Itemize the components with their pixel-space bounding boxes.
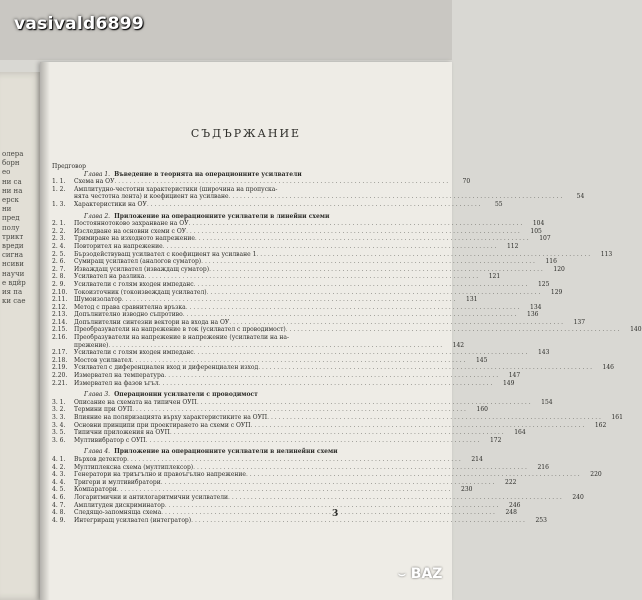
toc-chapter bbox=[52, 391, 332, 399]
toc-entry-text: Върхов детектор bbox=[74, 455, 127, 463]
toc-page-number: 161 bbox=[611, 414, 623, 421]
toc-entry-number: 2. 9. bbox=[52, 280, 66, 288]
toc-entry-number: 2. 1. bbox=[52, 220, 66, 228]
toc-entry-number: 4. 2. bbox=[52, 463, 66, 471]
left-page-fragment: полу bbox=[2, 223, 20, 232]
toc-entry bbox=[52, 273, 501, 281]
toc-leader-dots bbox=[258, 364, 592, 372]
toc-chapter-label: Глава 2. bbox=[84, 212, 111, 220]
toc-page-number: 120 bbox=[553, 265, 565, 273]
toc-chapter-label: Глава 3. bbox=[84, 391, 111, 399]
toc-entry-text: Измервател на температура bbox=[74, 372, 165, 380]
toc-entry-text: Усилвател на разлика bbox=[74, 273, 145, 281]
toc-entry bbox=[52, 478, 517, 487]
logo-text: BAZ bbox=[410, 566, 443, 582]
left-page-fragment: олера bbox=[2, 150, 24, 158]
logo-icon: ⌣ bbox=[398, 567, 406, 581]
toc-entry-text: Шумоизолатор bbox=[74, 296, 122, 304]
toc-entry-text: прежение) bbox=[74, 341, 109, 349]
toc-page-number: 104 bbox=[532, 220, 545, 228]
toc-page-number: 143 bbox=[537, 349, 550, 357]
toc-entry-text: Усилватели с голям входен импеданс bbox=[74, 349, 194, 357]
left-page-fragment: борн bbox=[2, 159, 20, 168]
toc-leader-dots bbox=[189, 220, 523, 228]
left-page-fragment: ни са bbox=[2, 177, 22, 186]
toc-entry-number: 2. 6. bbox=[52, 258, 66, 266]
toc-entry-number: 2.10. bbox=[52, 288, 68, 296]
toc-entry bbox=[52, 258, 557, 266]
toc-page-number: 162 bbox=[594, 421, 607, 429]
toc-entry-text: Метод с права сравнителна връзка bbox=[74, 303, 186, 311]
left-page-fragment: ерск bbox=[2, 196, 19, 204]
toc-leader-dots bbox=[209, 266, 543, 274]
toc-leader-dots bbox=[127, 456, 461, 464]
toc-leader-dots bbox=[267, 414, 601, 422]
toc-entry bbox=[52, 341, 465, 350]
toc-entry-text: Описание на схемата на типичен ОУП bbox=[74, 398, 197, 406]
toc-leader-dots bbox=[170, 429, 504, 437]
toc-entry-text: Амплитуден дискриминатор bbox=[74, 501, 165, 509]
toc-entry-number: 2.21. bbox=[52, 379, 68, 387]
toc-entry bbox=[52, 372, 521, 380]
toc-entry bbox=[52, 501, 521, 510]
toc-entry-text: Операционни усилватели с проводимост bbox=[114, 391, 258, 399]
toc-entry-text: Генератори на триъгълно и правоъгълно напрежение bbox=[74, 471, 246, 479]
toc-entry-text: Интегриращ усилвател (интегратор) bbox=[74, 516, 192, 524]
toc-entry bbox=[52, 227, 542, 236]
toc-page-number: 113 bbox=[600, 250, 613, 258]
toc-entry bbox=[52, 463, 549, 472]
toc-entry-text: Компаратори bbox=[74, 486, 117, 494]
toc-entry-text: Въведение в теорията на операционните усилватели bbox=[114, 170, 302, 178]
toc-entry-number: 2.13. bbox=[52, 311, 68, 319]
toc-entry bbox=[52, 516, 547, 525]
toc-leader-dots bbox=[147, 201, 481, 209]
toc-page-number: 142 bbox=[452, 341, 465, 349]
toc-entry-text: Следящо-запомняща схема bbox=[74, 509, 162, 517]
toc-page-number: 154 bbox=[541, 398, 553, 406]
toc-entry-number: 4. 5. bbox=[52, 486, 66, 494]
toc-entry-text: Мостов усилвател bbox=[74, 356, 132, 364]
toc-entry-text: Тримиране на изходното напрежение bbox=[74, 235, 195, 243]
toc-leader-dots bbox=[163, 243, 497, 251]
toc-entry-number: 3. 2. bbox=[52, 406, 66, 414]
toc-entry-number: 2.18. bbox=[52, 356, 68, 364]
toc-leader-dots bbox=[161, 479, 495, 487]
toc-leader-dots bbox=[229, 319, 563, 327]
toc-page-number: 129 bbox=[550, 288, 563, 296]
toc-entry-text: Допълнителни синтезни вектори на входа на ОУ bbox=[74, 318, 230, 326]
watermark: vasivald6899 bbox=[14, 14, 144, 34]
toc-entry bbox=[52, 349, 550, 357]
toc-page-number: 246 bbox=[509, 501, 521, 509]
toc-leader-dots bbox=[183, 311, 517, 319]
toc-entry-text: нята честотна лента) и коефициент на усилване bbox=[74, 193, 229, 201]
toc-entry-text: Предговор bbox=[52, 163, 86, 170]
toc-chapter-label: Глава 1. bbox=[84, 170, 111, 178]
toc-entry bbox=[52, 379, 515, 388]
toc-entry-text: Сумиращ усилвател (аналогов суматор) bbox=[74, 258, 202, 266]
toc-entry bbox=[52, 200, 503, 209]
toc-entry-number: 2. 7. bbox=[52, 265, 66, 273]
toc-leader-dots bbox=[144, 273, 478, 281]
toc-leader-dots bbox=[256, 251, 590, 259]
toc-leader-dots bbox=[159, 380, 493, 388]
toc-page-number: 105 bbox=[530, 227, 542, 235]
toc-entry-number: 2.16. bbox=[52, 334, 68, 342]
toc-entry bbox=[52, 421, 607, 430]
toc-entry-number: 4. 1. bbox=[52, 455, 66, 463]
toc-leader-dots bbox=[122, 296, 456, 304]
toc-entry-number: 2.11. bbox=[52, 296, 68, 304]
left-page-fragment: вреди bbox=[2, 242, 24, 250]
left-page-fragment: нсиви bbox=[2, 260, 24, 269]
toc-leader-dots bbox=[186, 304, 520, 312]
left-page-fragment: ео bbox=[2, 168, 11, 177]
toc-entry bbox=[52, 356, 488, 365]
toc-leader-dots bbox=[251, 422, 585, 430]
left-page-fragment: ни bbox=[2, 205, 12, 214]
toc-entry-text: Токоизточник (токоизвеждащ усилвател) bbox=[74, 288, 207, 296]
toc-leader-dots bbox=[186, 228, 520, 236]
toc-entry-number: 2.12. bbox=[52, 303, 68, 311]
toc-entry-number: 2.14. bbox=[52, 318, 68, 326]
toc-leader-dots bbox=[164, 372, 498, 380]
toc-entry-text: Приложение на операционните усилватели в нелинейни схеми bbox=[114, 448, 338, 456]
toc-chapter bbox=[52, 448, 338, 456]
toc-entry bbox=[52, 235, 551, 243]
left-page-fragment: ки сае bbox=[2, 297, 26, 306]
toc-leader-dots bbox=[194, 349, 528, 357]
toc-leader-dots bbox=[201, 258, 535, 266]
toc-entry-number: 4. 4. bbox=[52, 478, 66, 486]
toc-leader-dots bbox=[228, 494, 562, 502]
toc-entry bbox=[52, 311, 539, 319]
toc-entry bbox=[52, 326, 642, 334]
toc-entry-text: Характеристики на ОУ bbox=[74, 200, 147, 208]
toc-leader-dots bbox=[165, 502, 499, 510]
toc-page-number: 214 bbox=[471, 455, 483, 463]
toc-entry-text: Типични приложения на ОУП bbox=[74, 429, 170, 437]
table-of-contents bbox=[52, 163, 642, 524]
toc-entry-text: Изваждащ усилвател (изваждащ суматор) bbox=[74, 265, 210, 273]
toc-page-number: 107 bbox=[539, 235, 551, 243]
toc-entry bbox=[52, 250, 613, 259]
left-page-fragment: трикт bbox=[2, 232, 24, 241]
toc-entry bbox=[52, 303, 542, 312]
toc-page-number: 54 bbox=[576, 193, 585, 201]
toc-entry-number: 2.17. bbox=[52, 349, 68, 357]
toc-page-number: 70 bbox=[462, 178, 471, 186]
toc-page-number: 131 bbox=[466, 296, 478, 304]
toc-entry-number: 4. 9. bbox=[52, 516, 66, 524]
toc-entry bbox=[52, 288, 563, 297]
toc-leader-dots bbox=[117, 486, 451, 494]
toc-entry-text: Мултиплексна схема (мултиплексор) bbox=[74, 463, 194, 471]
toc-entry bbox=[52, 318, 586, 327]
toc-leader-dots bbox=[146, 437, 480, 445]
toc-page-number: 134 bbox=[530, 303, 542, 311]
toc-entry bbox=[52, 163, 332, 171]
toc-leader-dots bbox=[114, 178, 448, 186]
toc-entry-number: 4. 6. bbox=[52, 493, 66, 501]
toc-entry-text: Постояннотоково захранване на ОУ bbox=[74, 220, 189, 228]
toc-page-number: 116 bbox=[545, 258, 557, 266]
toc-page-number: 55 bbox=[494, 200, 503, 208]
toc-page-number: 160 bbox=[476, 406, 488, 414]
left-page-fragment: е вдйр bbox=[2, 278, 26, 287]
toc-page-number: 240 bbox=[572, 493, 584, 501]
toc-page-number: 140 bbox=[630, 326, 642, 334]
toc-entry bbox=[52, 178, 471, 186]
toc-chapter-label: Глава 4. bbox=[84, 448, 111, 456]
toc-entry bbox=[52, 280, 550, 289]
toc-page-number: 147 bbox=[508, 372, 521, 380]
toc-page-number: 216 bbox=[537, 463, 549, 471]
toc-entry-number: 2. 2. bbox=[52, 227, 66, 235]
toc-entry-text: Повторител на напрежение bbox=[74, 242, 163, 250]
toc-entry-text: Измервател на фазов ъгъл bbox=[74, 379, 159, 387]
toc-leader-dots bbox=[132, 357, 466, 365]
toc-leader-dots bbox=[132, 406, 466, 414]
toc-entry-number: 2. 4. bbox=[52, 242, 66, 250]
toc-entry-number: 4. 3. bbox=[52, 471, 66, 479]
toc-page-number: 164 bbox=[514, 429, 526, 437]
left-page-fragment: ия па bbox=[2, 288, 23, 296]
page-number: 3 bbox=[332, 509, 339, 519]
toc-entry-text: Основни принципи при проектирането на схеми с ОУП bbox=[74, 421, 251, 429]
toc-entry-number: 3. 4. bbox=[52, 421, 66, 429]
toc-entry bbox=[52, 493, 584, 502]
toc-entry-text: Изследване на основни схеми с ОУ bbox=[74, 227, 187, 235]
toc-entry-text: Термини при ОУП bbox=[74, 406, 133, 414]
toc-page-number: 172 bbox=[489, 436, 502, 444]
toc-page-number: 222 bbox=[505, 478, 517, 486]
toc-entry-number: 2. 5. bbox=[52, 250, 66, 258]
toc-entry-number: 4. 7. bbox=[52, 501, 66, 509]
toc-leader-dots bbox=[161, 509, 495, 517]
toc-page-number: 149 bbox=[502, 379, 515, 387]
toc-leader-dots bbox=[108, 342, 442, 350]
toc-entry bbox=[52, 186, 332, 194]
left-page-fragment: ни на bbox=[2, 186, 23, 195]
toc-entry bbox=[52, 436, 502, 445]
page-title: СЪДЪРЖАНИЕ bbox=[190, 127, 302, 140]
toc-entry-number: 2. 8. bbox=[52, 273, 66, 281]
left-page bbox=[0, 72, 44, 600]
toc-page-number: 145 bbox=[475, 356, 488, 364]
toc-entry bbox=[52, 220, 545, 228]
toc-entry-number: 2. 3. bbox=[52, 235, 66, 243]
toc-entry-text: Допълнително изводно съпротиво bbox=[74, 311, 183, 319]
toc-entry-text: Влияние на поляризацията върху характеристиките на ОУП bbox=[74, 414, 268, 421]
toc-entry-text: Приложение на операционните усилватели в линейни схеми bbox=[114, 212, 330, 220]
toc-entry-number: 2.20. bbox=[52, 372, 68, 380]
toc-entry bbox=[52, 414, 623, 422]
toc-entry bbox=[52, 265, 565, 274]
toc-chapter bbox=[52, 171, 332, 179]
toc-page-number: 230 bbox=[461, 486, 473, 494]
toc-page-number: 136 bbox=[527, 311, 539, 319]
toc-leader-dots bbox=[229, 193, 563, 201]
toc-entry-number: 2.15. bbox=[52, 326, 68, 334]
toc-entry-number: 2.19. bbox=[52, 364, 68, 372]
toc-page-number: 248 bbox=[505, 509, 517, 517]
toc-entry-text: Схема на ОУ bbox=[74, 178, 115, 186]
bazar-logo bbox=[398, 566, 442, 582]
toc-entry-number: 3. 6. bbox=[52, 436, 66, 444]
toc-entry bbox=[52, 334, 332, 342]
toc-page-number: 121 bbox=[488, 273, 501, 281]
toc-entry-text: Мултивибратор с ОУП bbox=[74, 436, 146, 444]
toc-entry bbox=[52, 471, 602, 479]
toc-leader-dots bbox=[193, 464, 527, 472]
toc-entry-number: 1. 2. bbox=[52, 185, 66, 193]
toc-entry bbox=[52, 429, 526, 437]
left-page-fragment: сигна bbox=[2, 251, 24, 260]
toc-page-number: 112 bbox=[506, 242, 519, 250]
toc-page-number: 137 bbox=[573, 318, 586, 326]
toc-entry bbox=[52, 364, 614, 372]
toc-page-number: 146 bbox=[602, 364, 614, 372]
toc-entry bbox=[52, 486, 473, 494]
toc-entry-text: Усилватели с голям входен импеданс bbox=[74, 280, 194, 288]
toc-entry-text: Усилвател с диференциален вход и диференциален изход bbox=[74, 364, 259, 372]
toc-leader-dots bbox=[246, 471, 580, 479]
toc-leader-dots bbox=[194, 281, 528, 289]
toc-entry-number: 1. 3. bbox=[52, 200, 66, 208]
toc-entry-number: 3. 1. bbox=[52, 398, 66, 406]
toc-leader-dots bbox=[286, 326, 620, 334]
toc-entry bbox=[52, 406, 488, 414]
toc-entry bbox=[52, 296, 478, 304]
toc-leader-dots bbox=[197, 399, 531, 407]
toc-entry-number: 1. 1. bbox=[52, 178, 66, 186]
toc-entry-number: 4. 8. bbox=[52, 509, 66, 517]
toc-entry bbox=[52, 193, 585, 201]
toc-entry-text: Логаритмични и антилогаритмични усилватели bbox=[74, 493, 229, 501]
page-gutter bbox=[40, 62, 50, 600]
left-page-fragment: научи bbox=[2, 269, 25, 278]
toc-page-number: 125 bbox=[537, 280, 550, 288]
toc-entry bbox=[52, 509, 517, 517]
toc-entry-text: Преобразуватели на напрежение в ток (усилвател с проводимост) bbox=[74, 326, 286, 334]
toc-page-number: 253 bbox=[535, 516, 547, 524]
toc-leader-dots bbox=[195, 235, 529, 243]
toc-leader-dots bbox=[207, 289, 541, 297]
left-page-fragment: пред bbox=[2, 214, 20, 223]
toc-entry-text: Амплитудно-честотни характеристики (широчина на пропуска- bbox=[74, 185, 278, 193]
toc-entry bbox=[52, 242, 519, 251]
toc-entry-text: Бързодействуващ усилвател с коефициент на усилване 1 bbox=[74, 250, 257, 258]
toc-entry-text: Преобразуватели на напрежение в напрежение (усилватели на на- bbox=[74, 334, 290, 342]
toc-page-number: 220 bbox=[590, 471, 602, 479]
toc-entry bbox=[52, 455, 483, 464]
toc-leader-dots bbox=[191, 517, 525, 525]
toc-entry-number: 3. 5. bbox=[52, 429, 66, 437]
toc-entry-number: 3. 3. bbox=[52, 414, 66, 421]
toc-chapter bbox=[52, 213, 332, 221]
toc-entry bbox=[52, 398, 553, 407]
toc-entry-text: Тригери и мултивибратори bbox=[74, 478, 161, 486]
